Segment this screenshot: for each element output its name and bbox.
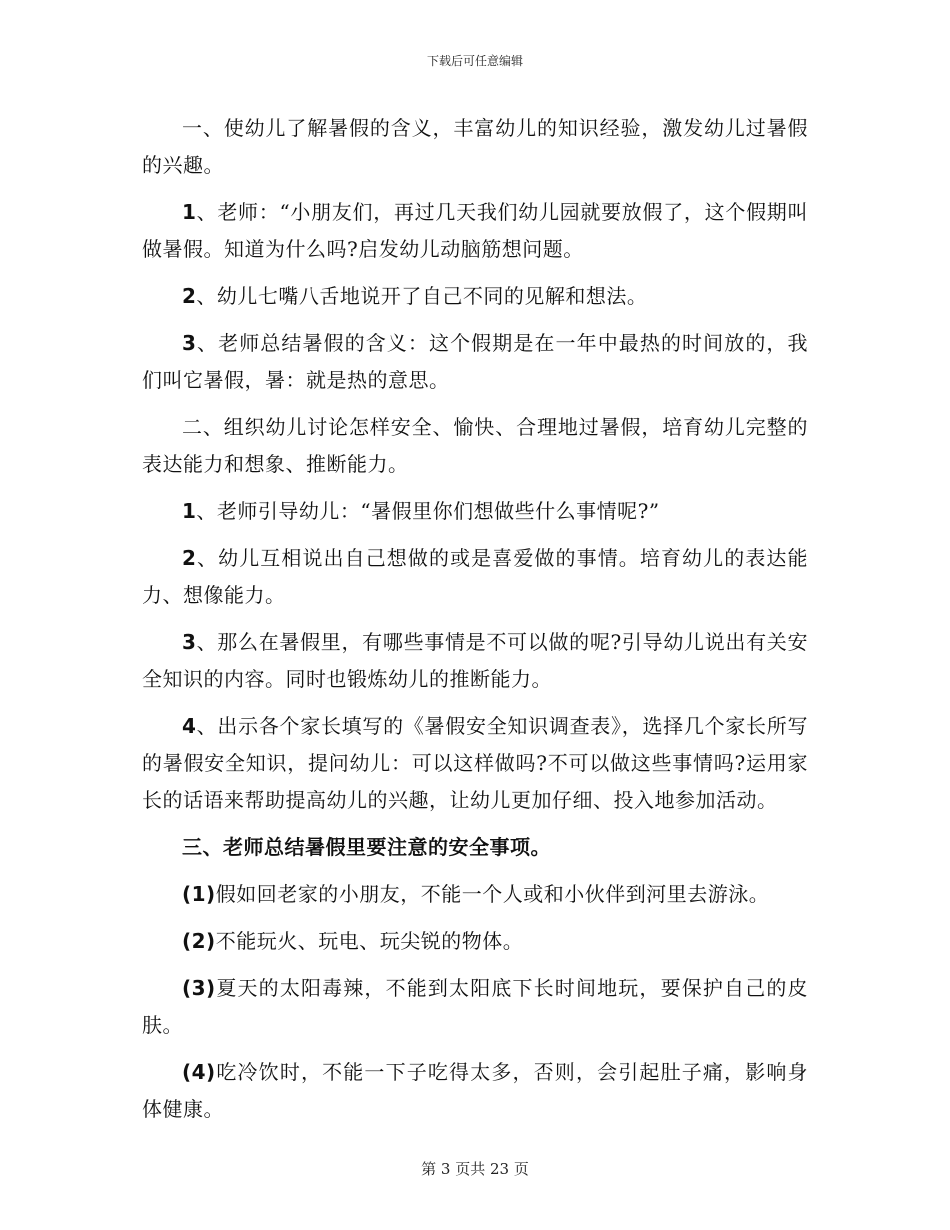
paragraph-text: 一、使幼儿了解暑假的含义，丰富幼儿的知识经验，激发幼儿过暑假的兴趣。 — [142, 116, 808, 177]
paragraph-text: 、出示各个家长填写的《暑假安全知识调查表》，选择几个家长所写的暑假安全知识，提问幼儿：可以这样做吗?不可以做这些事情吗?运用家长的话语来帮助提高幼儿的兴趣，让幼儿更加仔细、投入地参加活动。 — [142, 714, 808, 812]
paragraph-text: 假如回老家的小朋友，不能一个人或和小伙伴到河里去游泳。 — [215, 882, 770, 906]
item-number: 3 — [182, 630, 197, 654]
item-number: (1) — [182, 882, 216, 906]
page-footer: 第 3 页共 23 页 — [421, 1160, 529, 1178]
item-number: 2 — [182, 546, 197, 570]
paragraph-text: 、老师：“小朋友们，再过几天我们幼儿园就要放假了，这个假期叫做暑假。知道为什么吗?启发幼儿动脑筋想问题。 — [142, 200, 808, 261]
section-heading-1 — [142, 110, 808, 184]
paragraph — [142, 540, 808, 614]
paragraph — [142, 194, 808, 268]
paragraph-text: 、幼儿七嘴八舌地说开了自己不同的见解和想法。 — [196, 284, 648, 308]
paragraph — [142, 923, 808, 960]
paragraph — [142, 1054, 808, 1128]
paragraph — [142, 876, 808, 913]
item-number: 1 — [182, 200, 197, 224]
paragraph-text: 三、老师总结暑假里要注意的安全事项。 — [182, 835, 551, 859]
page-header: 下载后可任意编辑 — [426, 54, 523, 68]
paragraph-text: 、老师引导幼儿：“暑假里你们想做些什么事情呢?” — [196, 499, 660, 523]
paragraph-text: 二、组织幼儿讨论怎样安全、愉快、合理地过暑假，培育幼儿完整的表达能力和想象、推断能力。 — [142, 415, 808, 476]
paragraph — [142, 493, 808, 530]
document-body — [142, 110, 808, 1138]
paragraph-text: 、幼儿互相说出自己想做的或是喜爱做的事情。培育幼儿的表达能力、想像能力。 — [142, 546, 808, 607]
item-number: 2 — [182, 284, 197, 308]
item-number: (4) — [182, 1060, 216, 1084]
paragraph — [142, 624, 808, 698]
section-heading-2 — [142, 409, 808, 483]
item-number: 4 — [182, 714, 197, 738]
paragraph — [142, 278, 808, 315]
paragraph-text: 、老师总结暑假的含义：这个假期是在一年中最热的时间放的，我们叫它暑假，暑：就是热的意思。 — [142, 331, 808, 392]
paragraph-text: 吃冷饮时，不能一下子吃得太多，否则，会引起肚子痛，影响身体健康。 — [142, 1060, 808, 1121]
item-number: (2) — [182, 929, 216, 953]
paragraph-text: 不能玩火、玩电、玩尖锐的物体。 — [215, 929, 524, 953]
item-number: 3 — [182, 331, 197, 355]
paragraph-text: 、那么在暑假里，有哪些事情是不可以做的呢?引导幼儿说出有关安全知识的内容。同时也锻炼幼儿的推断能力。 — [142, 630, 808, 691]
item-number: 1 — [182, 499, 197, 523]
item-number: (3) — [182, 976, 216, 1000]
paragraph — [142, 325, 808, 399]
paragraph-text: 夏天的太阳毒辣，不能到太阳底下长时间地玩，要保护自己的皮肤。 — [142, 976, 808, 1037]
paragraph — [142, 970, 808, 1044]
paragraph — [142, 708, 808, 819]
section-heading-3 — [142, 829, 808, 866]
